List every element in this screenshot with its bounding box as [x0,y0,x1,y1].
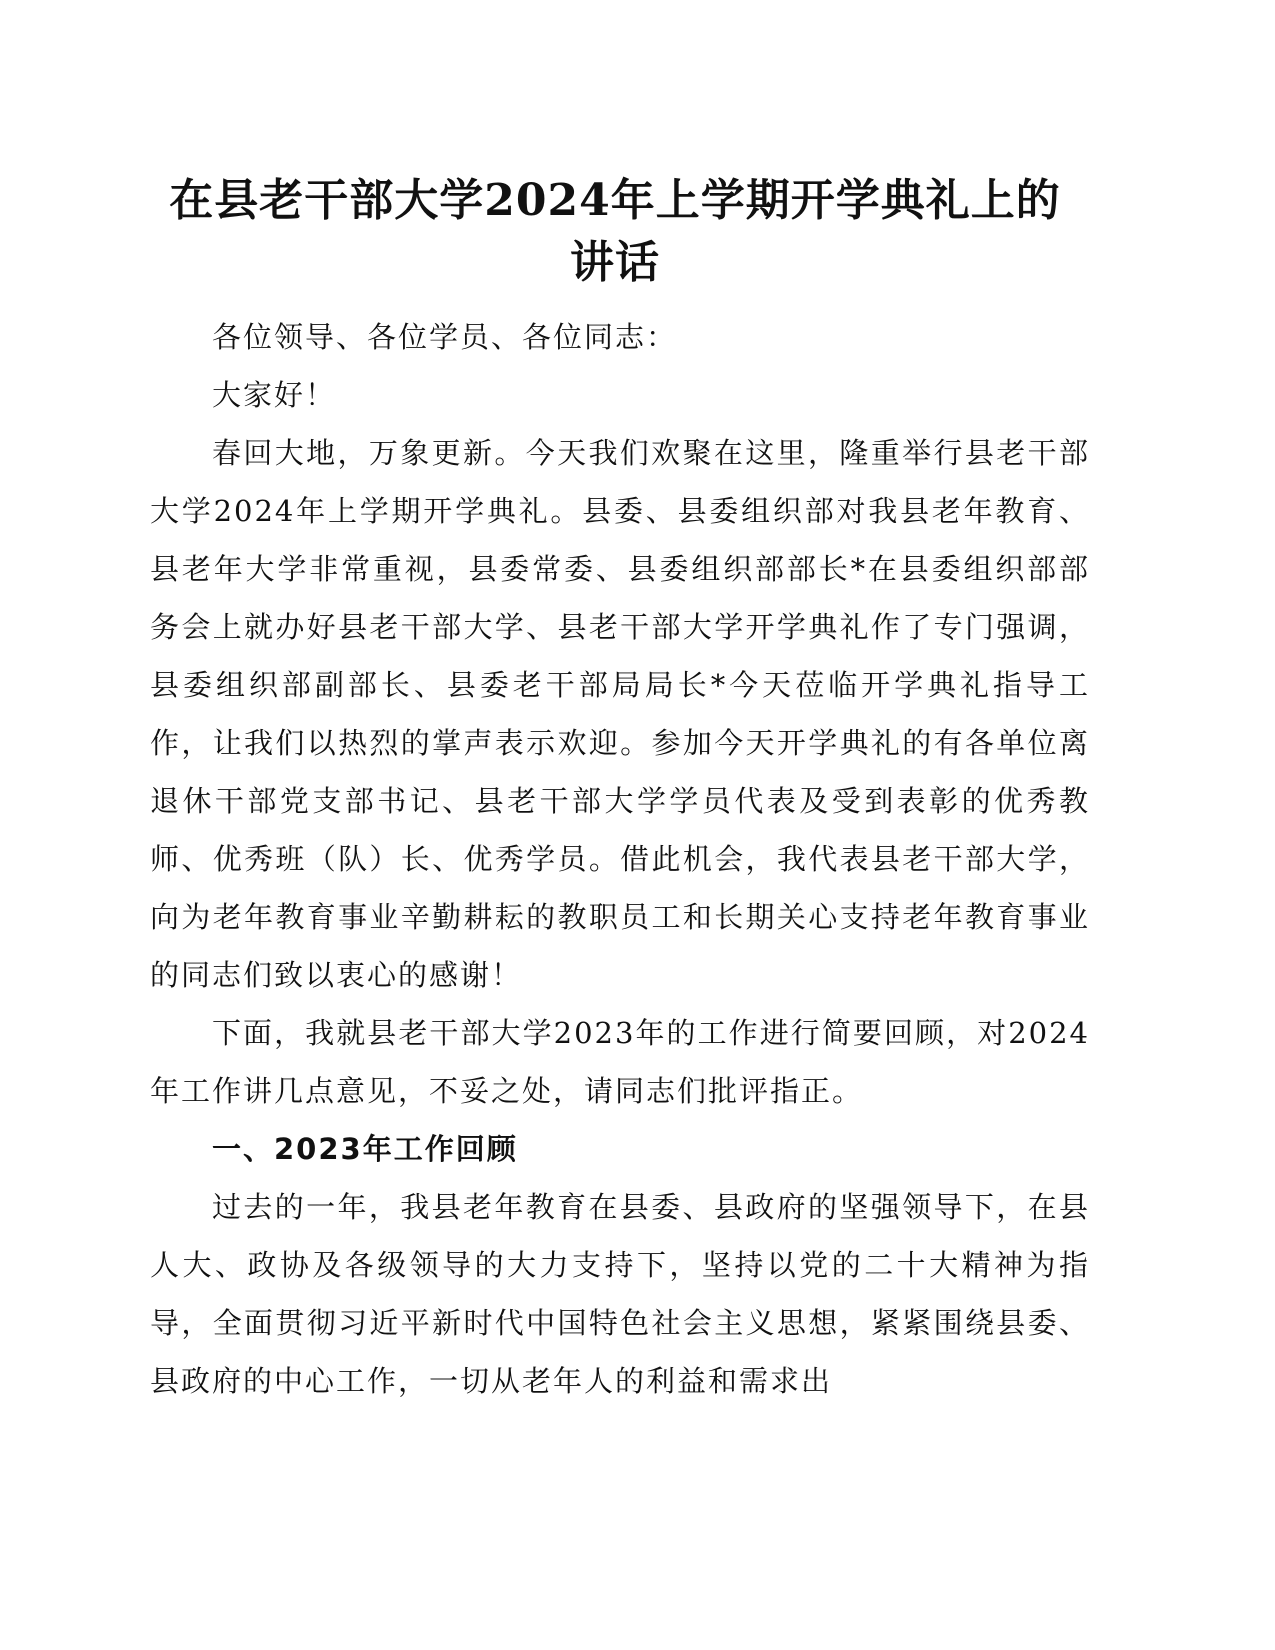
document-body [150,308,1090,1410]
greeting: 大家好！ [212,378,337,412]
salutation: 各位领导、各位学员、各位同志： [212,320,678,354]
section-heading: 一、2023年工作回顾 [212,1132,518,1166]
body-paragraph: 过去的一年，我县老年教育在县委、县政府的坚强领导下，在县人大、政协及各级领导的大力支持下，坚持以党的二十大精神为指导，全面贯彻习近平新时代中国特色社会主义思想，紧紧围绕县委、县政府的中心工作，一切从老年人的利益和需求出 [150,1190,1090,1398]
body-paragraph: 春回大地，万象更新。今天我们欢聚在这里，隆重举行县老干部大学2024年上学期开学典礼。县委、县委组织部对我县老年教育、县老年大学非常重视，县委常委、县委组织部部长*在县委组织部部务会上就办好县老干部大学、县老干部大学开学典礼作了专门强调，县委组织部副部长、县委老干部局局长*今天莅临开学典礼指导工作，让我们以热烈的掌声表示欢迎。参加今天开学典礼的有各单位离退休干部党支部书记、县老干部大学学员代表及受到表彰的优秀教师、优秀班（队）长、优秀学员。借此机会，我代表县老干部大学，向为老年教育事业辛勤耕耘的教职员工和长期关心支持老年教育事业的同志们致以衷心的感谢！ [150,436,1090,992]
body-paragraph: 下面，我就县老干部大学2023年的工作进行简要回顾，对2024年工作讲几点意见，不妥之处，请同志们批评指正。 [150,1016,1090,1108]
document-title: 在县老干部大学2024年上学期开学典礼上的讲话 [169,175,1061,288]
